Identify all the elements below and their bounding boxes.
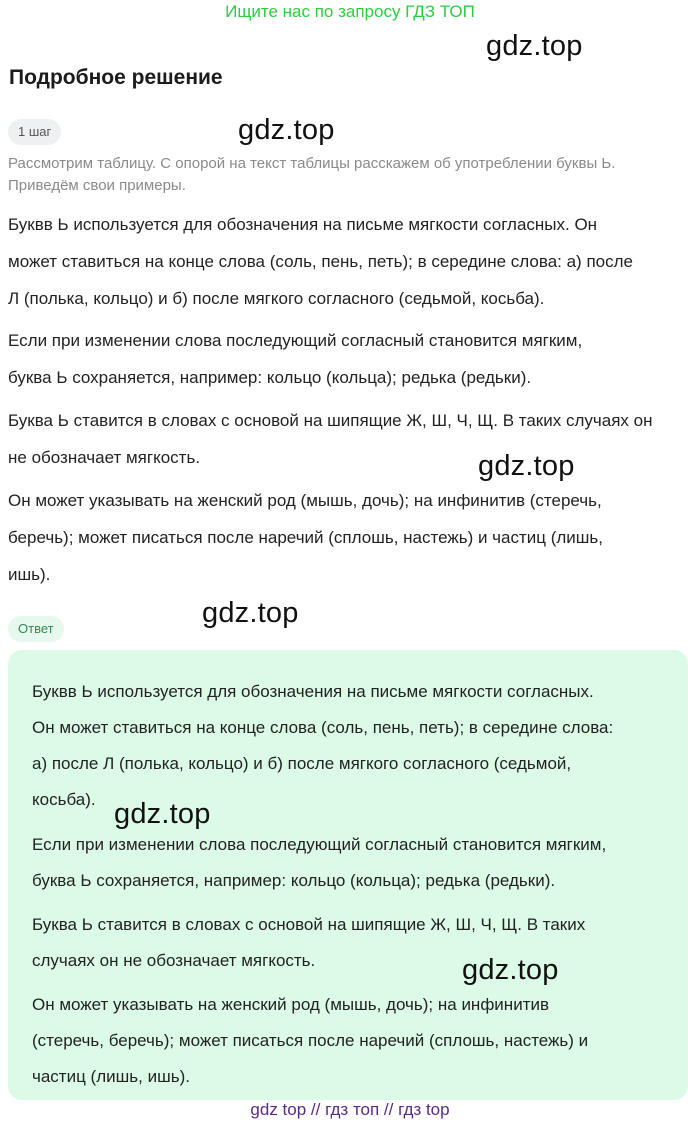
- watermark: gdz.top: [114, 798, 211, 830]
- answer-paragraph-2: [32, 827, 677, 899]
- text-line: может ставиться на конце слова (соль, пень, петь); в середине слова: а) после: [8, 252, 633, 271]
- watermark: gdz.top: [478, 450, 575, 482]
- text-line: Буква Ь ставится в словах с основой на шипящие Ж, Ш, Ч, Щ. В таких случаях он: [8, 411, 653, 430]
- text-line: Буквв Ь используется для обозначения на письме мягкости согласных.: [32, 682, 594, 701]
- text-line: Буквв Ь используется для обозначения на письме мягкости согласных. Он: [8, 215, 598, 234]
- text-line: Если при изменении слова последующий согласный становится мягким,: [32, 835, 607, 854]
- text-line: буква Ь сохраняется, например: кольцо (кольца); редька (редьки).: [8, 368, 532, 387]
- answer-paragraph-4: [32, 987, 677, 1095]
- text-line: не обозначает мягкость.: [8, 448, 201, 467]
- text-line: а) после Л (полька, кольцо) и б) после мягкого согласного (седьмой,: [32, 754, 572, 773]
- text-line: (стеречь, беречь); может писаться после наречий (сплошь, настежь) и: [32, 1031, 589, 1050]
- watermark: gdz.top: [238, 114, 335, 146]
- solution-paragraph-4: [8, 482, 688, 593]
- text-line: Л (полька, кольцо) и б) после мягкого согласного (седьмой, косьба).: [8, 289, 545, 308]
- answer-badge: Ответ: [8, 616, 64, 642]
- answer-paragraph-3: [32, 907, 677, 979]
- page-title: Подробное решение: [9, 66, 223, 89]
- text-line: Он может указывать на женский род (мышь, дочь); на инфинитив (стеречь,: [8, 491, 602, 510]
- text-line: косьба).: [32, 790, 96, 809]
- watermark: gdz.top: [486, 30, 583, 62]
- text-line: беречь); может писаться после наречий (сплошь, настежь) и частиц (лишь,: [8, 528, 604, 547]
- step-badge: 1 шаг: [8, 119, 61, 145]
- footer-links: gdz top // гдз топ // гдз top: [250, 1100, 450, 1119]
- answer-paragraph-1: [32, 674, 677, 818]
- text-line: Буква Ь ставится в словах с основой на шипящие Ж, Ш, Ч, Щ. В таких: [32, 915, 586, 934]
- text-line: частиц (лишь, ишь).: [32, 1067, 190, 1086]
- solution-paragraph-2: [8, 322, 688, 396]
- solution-paragraph-1: [8, 206, 688, 317]
- solution-paragraph-3: [8, 402, 688, 476]
- search-promo-banner: Ищите нас по запросу ГДЗ ТОП: [225, 2, 475, 21]
- text-line: Если при изменении слова последующий согласный становится мягким,: [8, 331, 583, 350]
- text-line: Он может ставиться на конце слова (соль, пень, петь); в середине слова:: [32, 718, 614, 737]
- text-line: Он может указывать на женский род (мышь, дочь); на инфинитив: [32, 995, 550, 1014]
- watermark: gdz.top: [462, 954, 559, 986]
- text-line: ишь).: [8, 565, 51, 584]
- text-line: случаях он не обозначает мягкость.: [32, 951, 316, 970]
- text-line: буква Ь сохраняется, например: кольцо (кольца); редька (редьки).: [32, 871, 556, 890]
- watermark: gdz.top: [202, 597, 299, 629]
- step-hint: Рассмотрим таблицу. С опорой на текст таблицы расскажем об употреблении буквы Ь. Приведём свои примеры.: [8, 155, 616, 194]
